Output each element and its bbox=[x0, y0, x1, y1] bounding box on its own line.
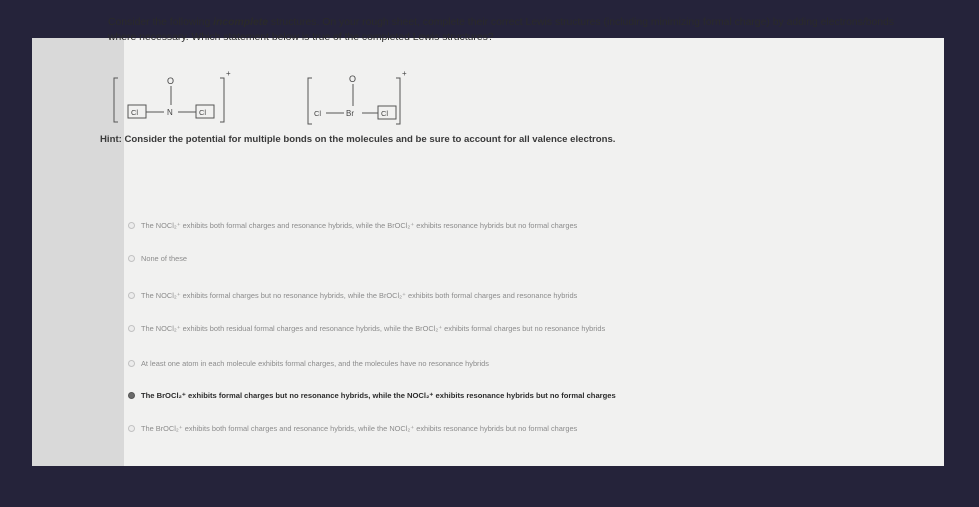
structure-1-right-atom: Cl bbox=[199, 108, 207, 117]
question-part-2: structures. On your rough sheet, complete their correct Lewis structures (including minimizing formal charge) by adding electrons/bonds where necessary. Which statement below is true of the completed Lewis structures? bbox=[108, 17, 895, 43]
answer-option-2[interactable] bbox=[128, 251, 187, 265]
answer-option-label: The BrOCl₂⁺ exhibits formal charges but no resonance hybrids, while the NOCl₂⁺ exhibits resonance hybrids but no formal charges bbox=[141, 390, 616, 400]
structure-2-center-atom: Br bbox=[346, 109, 354, 118]
answer-option-label: The NOCl₂⁺ exhibits both formal charges and resonance hybrids, while the BrOCl₂⁺ exhibits resonance hybrids but no formal charges bbox=[141, 220, 578, 230]
structure-1-top-atom: O bbox=[167, 76, 175, 86]
question-emphasis: incomplete bbox=[213, 17, 268, 28]
answer-option-3[interactable] bbox=[128, 288, 577, 302]
answer-option-1[interactable] bbox=[128, 218, 577, 232]
radio-button[interactable] bbox=[128, 360, 135, 367]
radio-button-selected[interactable] bbox=[128, 392, 135, 399]
structure-2-left-atom: Cl bbox=[314, 109, 322, 118]
lewis-structures bbox=[108, 64, 438, 126]
radio-button[interactable] bbox=[128, 222, 135, 229]
radio-button[interactable] bbox=[128, 425, 135, 432]
answer-option-4[interactable] bbox=[128, 321, 605, 335]
answer-option-label: The BrOCl₂⁺ exhibits both formal charges and resonance hybrids, while the NOCl₂⁺ exhibits resonance hybrids but no formal charges bbox=[141, 423, 578, 433]
answer-option-label: None of these bbox=[141, 253, 188, 263]
question-text bbox=[108, 15, 903, 45]
answer-option-6[interactable] bbox=[128, 388, 616, 402]
answer-option-label: The NOCl₂⁺ exhibits both residual formal charges and resonance hybrids, while the BrOCl₂⁺ exhibits formal charges but no resonance hybrids bbox=[141, 323, 606, 333]
radio-button[interactable] bbox=[128, 255, 135, 262]
answer-option-5[interactable] bbox=[128, 356, 489, 370]
answer-option-label: The NOCl₂⁺ exhibits formal charges but no resonance hybrids, while the BrOCl₂⁺ exhibits both formal charges and resonance hybrids bbox=[141, 290, 578, 300]
hint-text: Hint: Consider the potential for multiple bonds on the molecules and be sure to account for all valence electrons. bbox=[100, 134, 616, 145]
structure-1-charge: + bbox=[226, 69, 231, 78]
structure-2-right-atom: Cl bbox=[381, 109, 389, 118]
radio-button[interactable] bbox=[128, 325, 135, 332]
answer-option-label: At least one atom in each molecule exhibits formal charges, and the molecules have no resonance hybrids bbox=[141, 358, 489, 368]
radio-button[interactable] bbox=[128, 292, 135, 299]
structure-2-charge: + bbox=[402, 69, 407, 78]
structure-1-left-atom: Cl bbox=[131, 108, 139, 117]
question-part-1: Consider the following bbox=[108, 17, 214, 28]
structure-1-center-atom: N bbox=[167, 108, 173, 117]
structure-2-top-atom: O bbox=[349, 74, 357, 84]
answer-option-7[interactable] bbox=[128, 421, 577, 435]
